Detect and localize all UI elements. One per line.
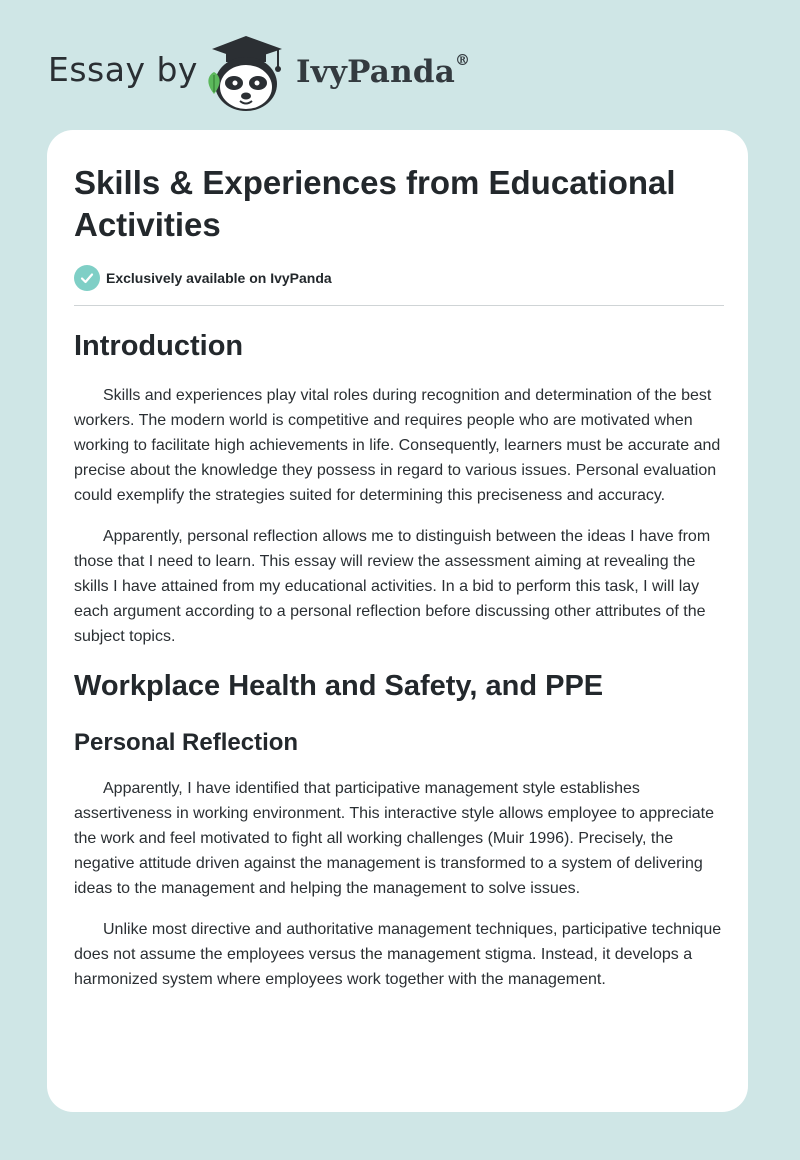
brand-name[interactable] (296, 50, 471, 90)
registered-mark: ® (455, 50, 471, 69)
ivy-leaf-icon (204, 70, 224, 96)
site-header (0, 0, 800, 130)
subsection-heading-reflection: Personal Reflection (74, 729, 299, 756)
essay-content (74, 162, 724, 992)
brand-text: IvyPanda (296, 54, 455, 90)
section-heading-introduction: Introduction (74, 330, 244, 362)
check-icon (74, 265, 100, 291)
paragraph: Apparently, personal reflection allows me to distinguish between the ideas I have from those that I need to learn. This essay will review the assessment aiming at revealing the skills I have attained from my educational activities. In a bid to perform this task, I will lay each argument according to a personal reflection before discussing other attributes of the subject topics. (74, 528, 711, 645)
essay-by-label: Essay by (48, 50, 198, 89)
paragraph: Unlike most directive and authoritative management techniques, participative technique does not assume the employees versus the management stigma. Instead, it develops a harmonized system where employees work together with the management. (74, 921, 722, 988)
exclusive-text: Exclusively available on IvyPanda (106, 270, 332, 286)
exclusive-badge (74, 264, 724, 292)
section-heading-workplace: Workplace Health and Safety, and PPE (74, 670, 604, 702)
essay-card (47, 130, 748, 1112)
divider (74, 305, 724, 306)
paragraph: Skills and experiences play vital roles during recognition and determination of the best workers. The modern world is competitive and requires people who are motivated when working to facilitate high achievements in life. Consequently, learners must be accurate and precise about the knowledge they possess in regard to various issues. Personal evaluation could exemplify the strategies suited for determining this preciseness and accuracy. (74, 387, 721, 504)
page-title: Skills & Experiences from Educational Activities (74, 164, 676, 243)
paragraph: Apparently, I have identified that participative management style establishes assertiveness in working environment. This interactive style allows employee to appreciate the work and feel motivated to fight all working challenges (Muir 1996). Precisely, the negative attitude driven against the management is transformed to a system of delivering ideas to the management and helping the management to solve issues. (74, 780, 715, 897)
